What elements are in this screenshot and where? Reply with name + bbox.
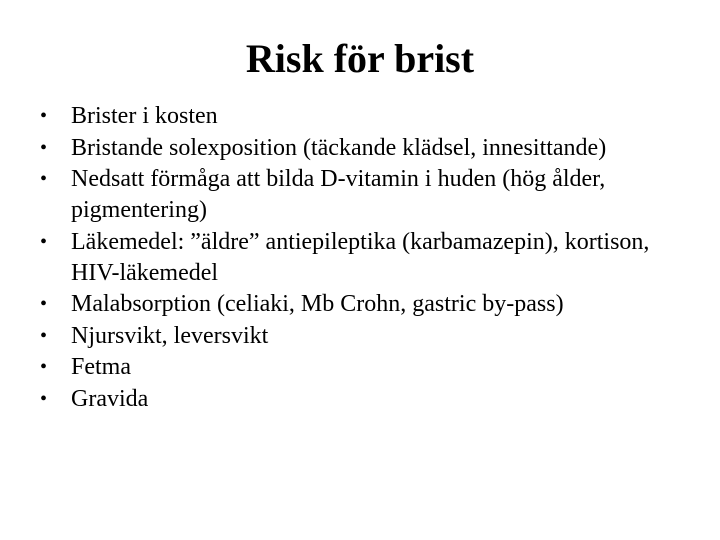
bullet-item (36, 133, 696, 164)
bullet-item (36, 164, 696, 226)
bullet-text: Brister i kosten (71, 103, 218, 129)
bullet-item (36, 227, 696, 289)
bullet-item (36, 384, 696, 415)
bullet-icon: • (40, 356, 48, 378)
bullet-icon: • (40, 324, 48, 347)
bullet-item (36, 101, 696, 132)
bullet-text: Fetma (71, 354, 131, 380)
bullet-text: Malabsorption (celiaki, Mb Crohn, gastric by-pass) (71, 291, 564, 317)
slide-title: Risk för brist (245, 36, 475, 81)
bullet-icon: • (40, 293, 48, 315)
bullet-item (36, 289, 696, 320)
bullet-text: Gravida (71, 385, 149, 412)
bullet-icon: • (40, 387, 48, 410)
bullet-icon: • (40, 230, 48, 253)
bullet-icon: • (40, 105, 48, 127)
bullet-text: Nedsatt förmåga att bilda D-vitamin i huden (hög ålder, pigmentering) (71, 166, 606, 223)
bullet-item (36, 321, 696, 352)
bullet-icon: • (40, 136, 48, 159)
bullet-text: Njursvikt, leversvikt (71, 322, 269, 349)
bullet-text: Läkemedel: ”äldre” antiepileptika (karbamazepin), kortison, HIV-läkemedel (71, 228, 650, 286)
bullet-text: Bristande solexposition (täckande klädsel, innesittande) (71, 134, 607, 161)
bullet-item (36, 352, 696, 383)
bullet-list (36, 101, 696, 415)
bullet-icon: • (40, 168, 48, 190)
